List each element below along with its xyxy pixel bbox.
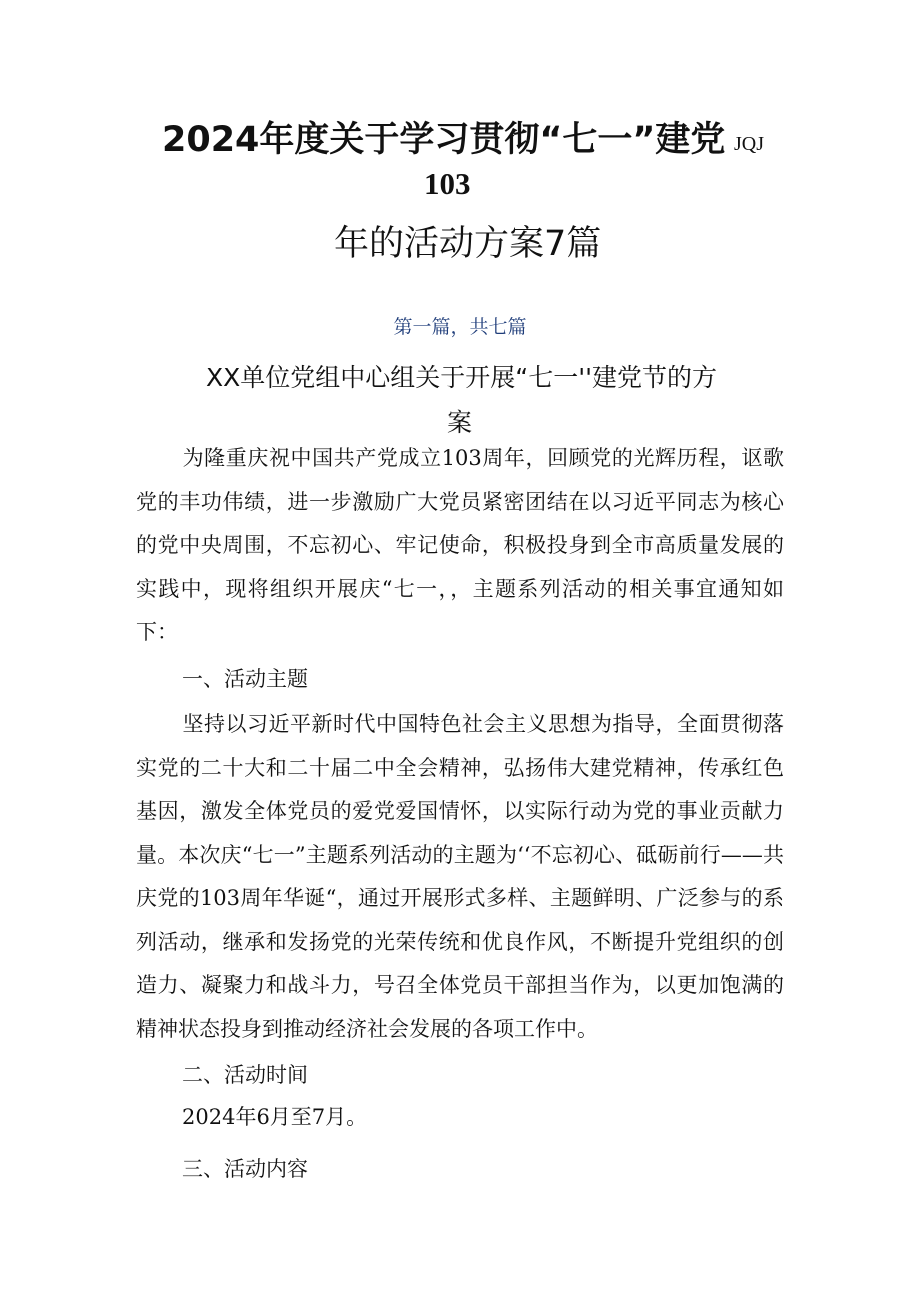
document-title-line-3: 年的活动方案7篇	[334, 224, 602, 264]
series-label: 第一篇，共七篇	[393, 316, 527, 338]
section-heading-time: 二、活动时间	[182, 1063, 308, 1087]
document-title-line-1: 2024年度关于学习贯彻“七一”建党	[162, 120, 726, 160]
document-title-tag: JQJ	[734, 133, 765, 155]
theme-paragraph-text: 坚持以习近平新时代中国特色社会主义思想为指导，全面贯彻落实党的二十大和二十届二中全会精神，弘扬伟大建党精神，传承红色基因，激发全体党员的爱党爱国情怀，以实际行动为党的事业贡献力量。本次庆“七一”主题系列活动的主题为‘‘不忘初心、砥砺前行——共庆党的103周年华诞“，通过开展形式多样、主题鲜明、广泛参与的系列活动，继承和发扬党的光荣传统和优良作风，不断提升党组织的创造力、凝聚力和战斗力，号召全体党员干部担当作为，以更加饱满的精神状态投身到推动经济社会发展的各项工作中。	[136, 712, 784, 1041]
subtitle-line-2: 案	[447, 408, 473, 437]
intro-paragraph-text: 为隆重庆祝中国共产党成立103周年，回顾党的光辉历程，讴歌党的丰功伟绩，进一步激励广大党员紧密团结在以习近平同志为核心的党中央周围，不忘初心、牢记使命，积极投身到全市高质量发展的实践中，现将组织开展庆“七一，，主题系列活动的相关事宜通知如下：	[136, 446, 784, 644]
document-title-line-2: 103	[424, 166, 471, 201]
section-heading-content: 三、活动内容	[182, 1157, 308, 1181]
section-heading-theme: 一、活动主题	[182, 667, 308, 691]
subtitle-line-1: XX单位党组中心组关于开展“七一''建党节的方	[206, 363, 717, 392]
theme-paragraph	[136, 703, 784, 1051]
activity-time-text: 2024年6月至7月。	[182, 1105, 368, 1129]
intro-paragraph	[136, 437, 784, 655]
